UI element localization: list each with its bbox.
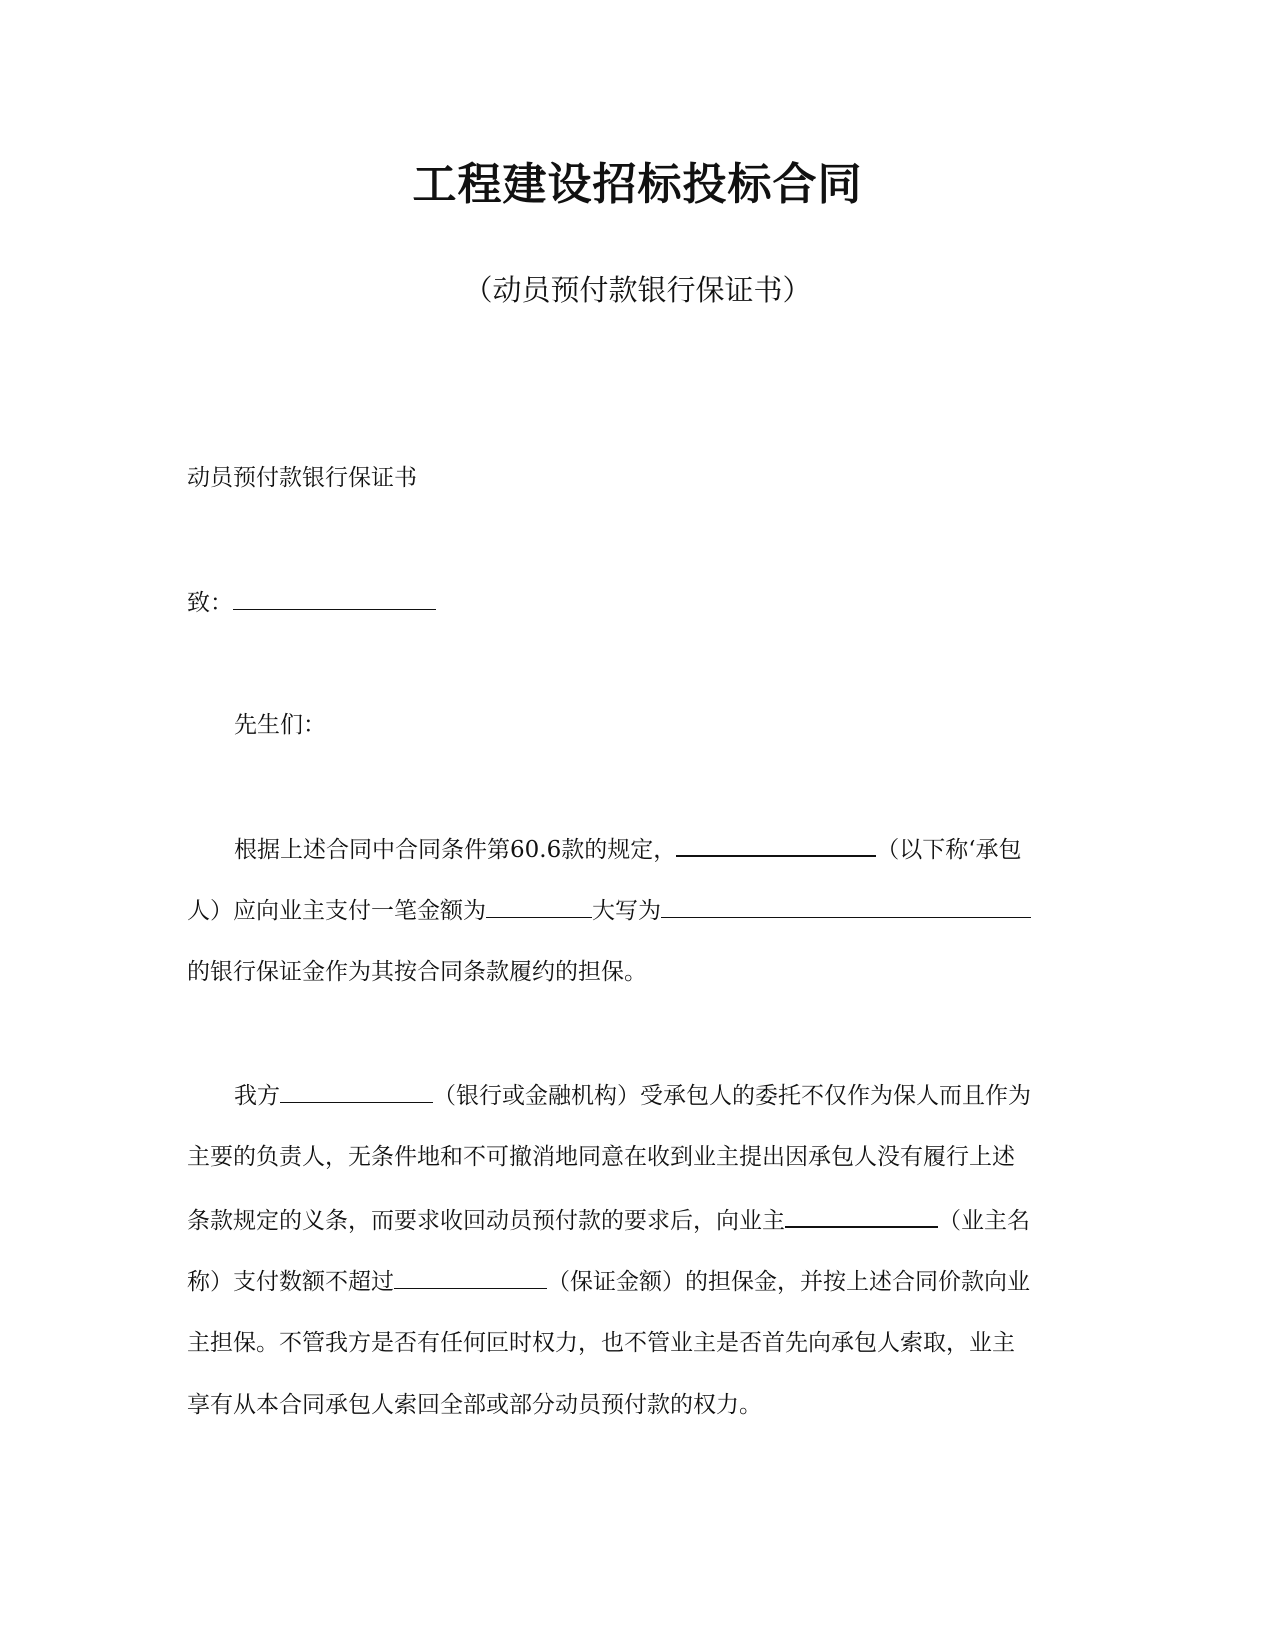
contractor-name-blank [676,833,876,857]
document-subtitle: （动员预付款银行保证书） [463,273,812,307]
p2-line4-text-a: 称）支付数额不超过 [187,1269,394,1295]
p2-line1 [234,1080,1031,1111]
p1-line2-text-a: 人）应向业主支付一笔金额为 [187,898,486,924]
recipient-blank [233,587,436,610]
amount-words-blank [661,895,1031,918]
section-heading: 动员预付款银行保证书 [187,465,417,491]
p2-line4 [187,1266,1030,1297]
document-title: 工程建设招标投标合同 [412,159,863,210]
p2-line1-text-a: 我方 [234,1083,280,1109]
p2-line2: 主要的负责人，无条件地和不可撤消地同意在收到业主提出因承包人没有履行上述 [187,1144,1015,1170]
p2-line5: 主担保。不管我方是否有任何叵时权力，也不管业主是否首先向承包人索取，业主 [187,1330,1015,1356]
to-label: 致： [187,590,233,616]
p1-line1-text-b: （以下称‘承包 [876,837,1022,863]
p1-line2 [187,895,1031,926]
amount-blank [486,895,592,918]
p2-line3 [187,1204,1030,1236]
p1-line3: 的银行保证金作为其按合同条款履约的担保。 [187,959,647,985]
p1-line2-text-b: 大写为 [592,898,661,924]
p1-line1 [234,833,1022,865]
p2-line3-text-b: （业主名 [938,1208,1030,1234]
p2-line1-text-b: （银行或金融机构）受承包人的委托不仅作为保人而且作为 [433,1083,1031,1109]
recipient-line [187,587,436,618]
guarantee-amount-blank [394,1266,547,1289]
bank-name-blank [280,1080,433,1103]
p2-line3-text-a: 条款规定的义条，而要求收回动员预付款的要求后，向业主 [187,1208,785,1234]
p2-line4-text-b: （保证金额）的担保金，并按上述合同价款向业 [547,1269,1030,1295]
salutation: 先生们： [234,712,326,738]
owner-name-blank [785,1204,938,1228]
p1-line1-text-a: 根据上述合同中合同条件第60.6款的规定， [234,837,677,863]
p2-line6: 享有从本合同承包人索回全部或部分动员预付款的权力。 [187,1392,762,1418]
